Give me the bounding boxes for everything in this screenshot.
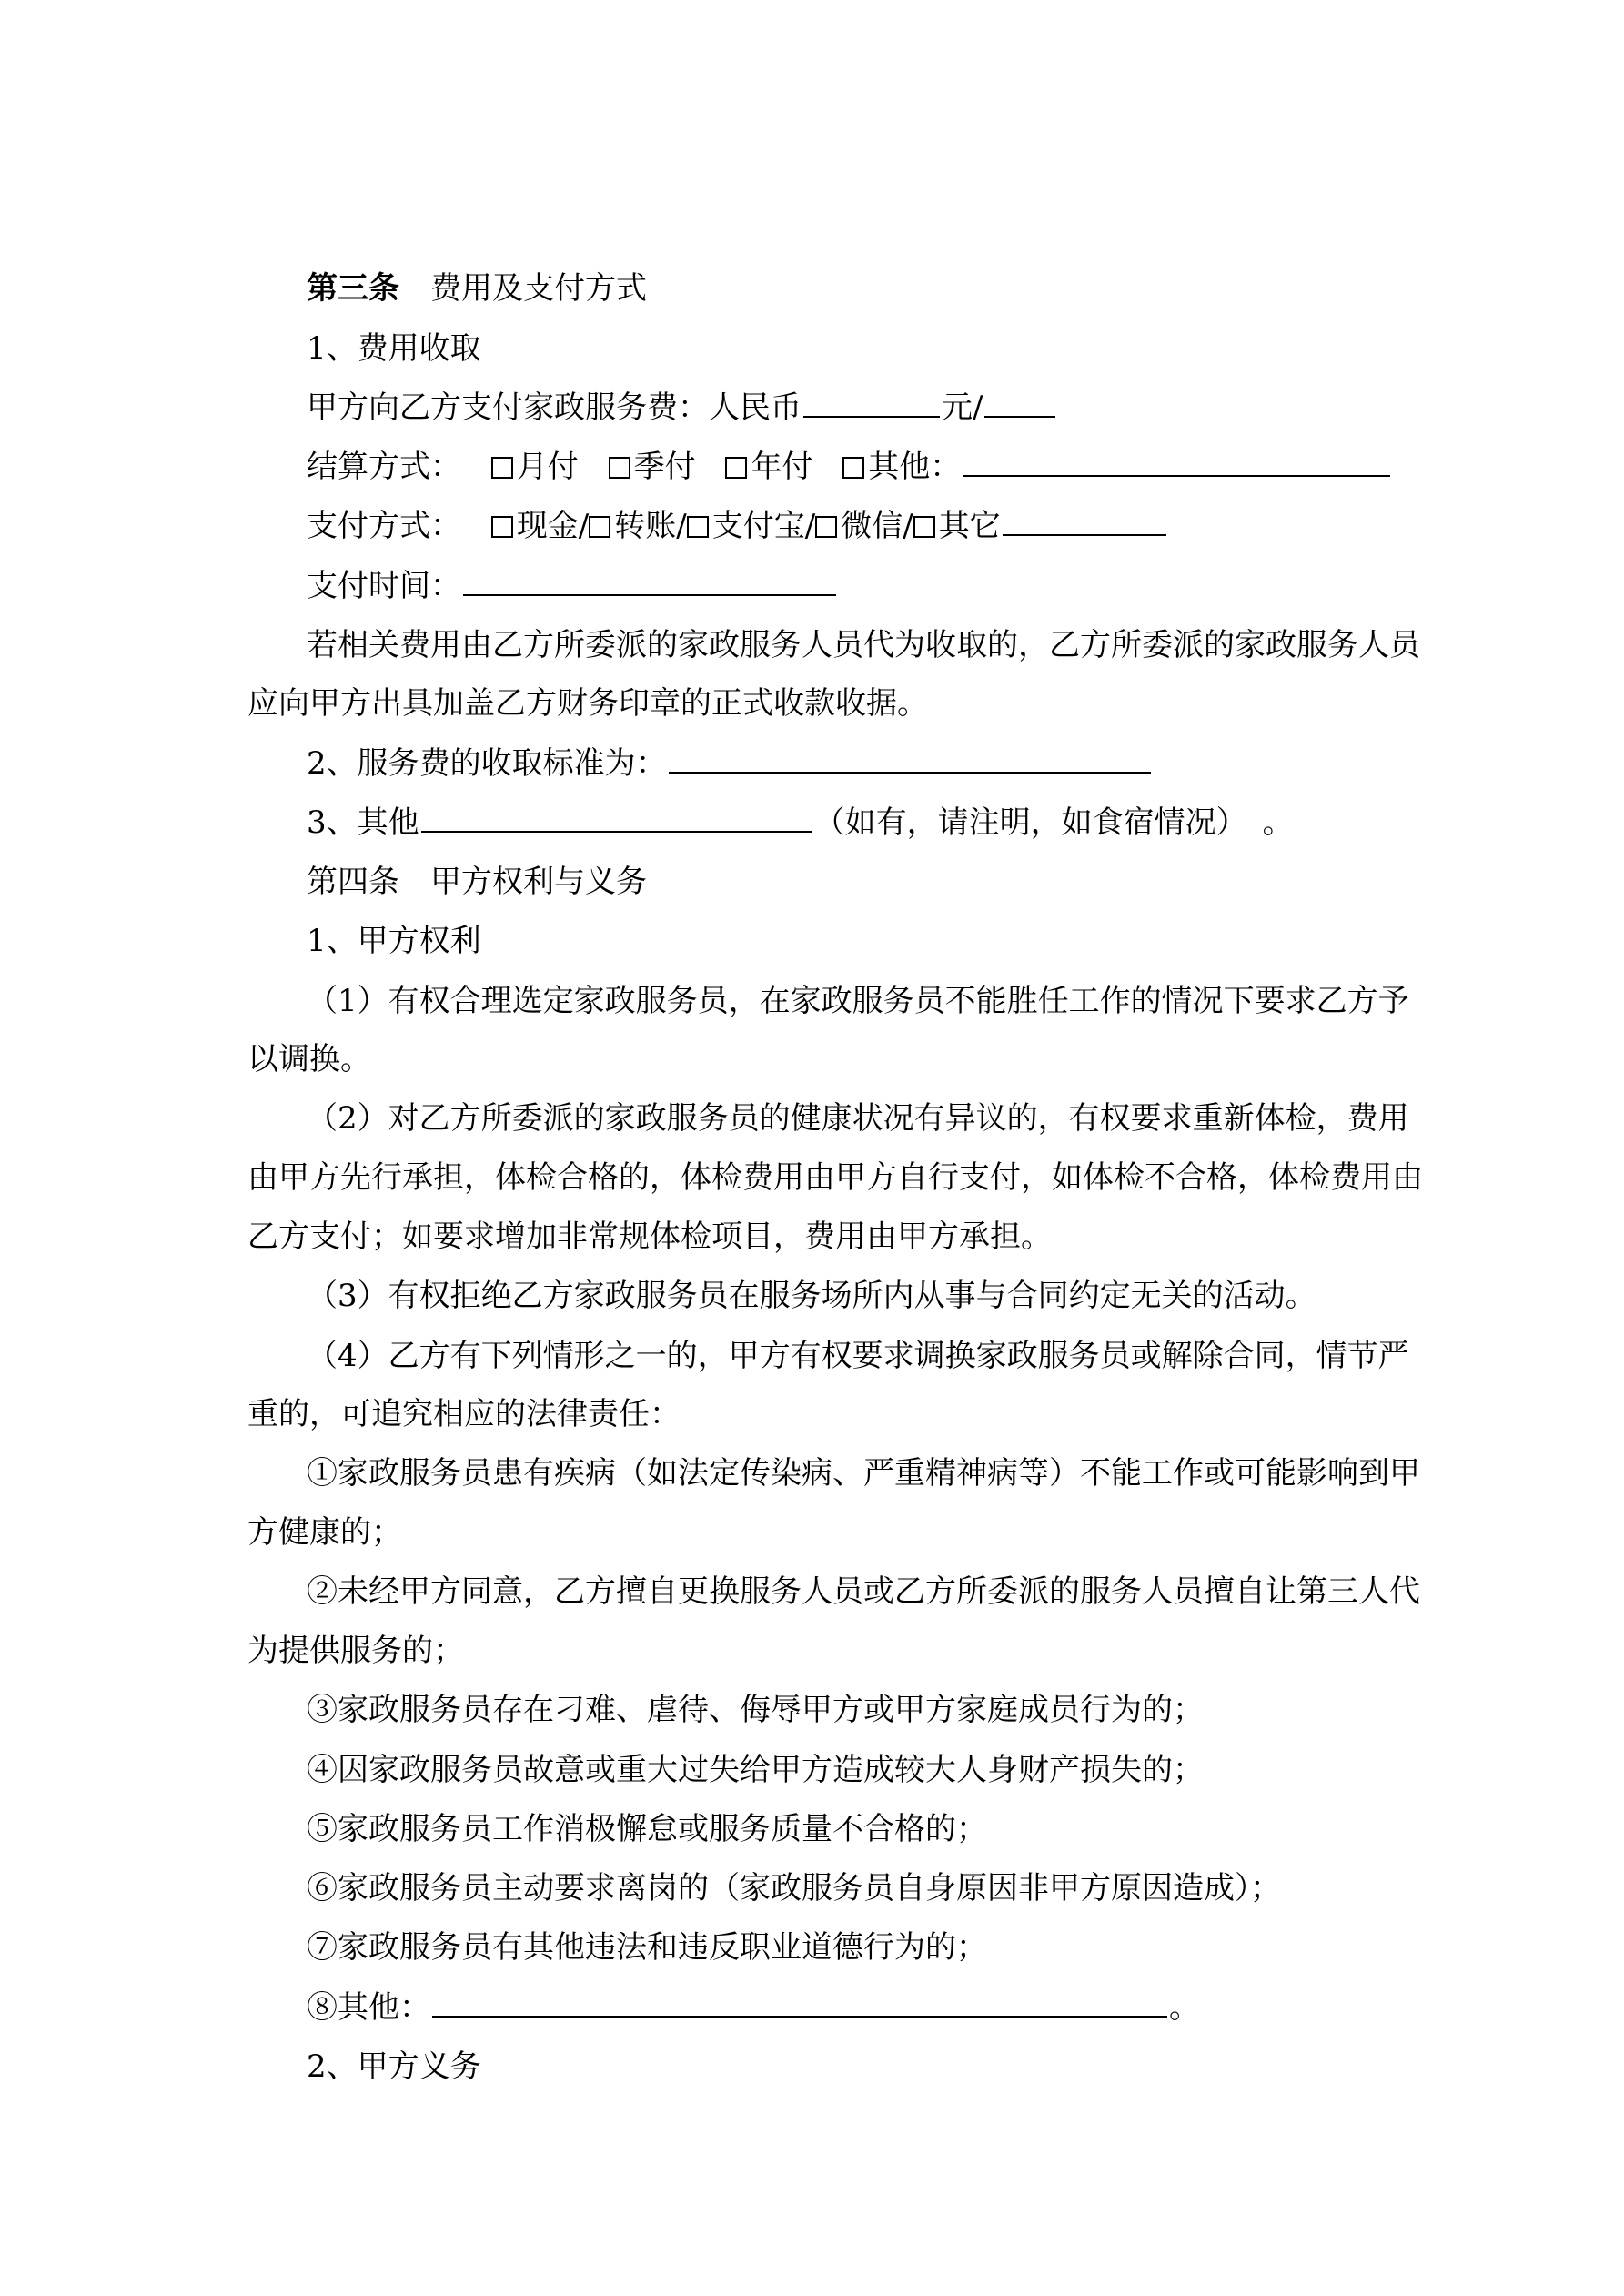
receipt-line-1: 若相关费用由乙方所委派的家政服务人员代为收取的，乙方所委派的家政服务人员 [307,627,1420,663]
fee-amount-blank[interactable] [803,389,940,418]
article3-title: 费用及支付方式 [430,270,647,307]
case-1-line-1: ①家政服务员患有疾病（如法定传染病、严重精神病等）不能工作或可能影响到甲 [307,1455,1420,1492]
payment-transfer[interactable]: 转账/ [589,508,686,544]
article3-heading [307,269,1444,308]
case-7: ⑦家政服务员有其他违法和违反职业道德行为的； [307,1929,987,1966]
settlement-yearly[interactable]: 年付 [725,449,812,485]
checkbox-icon[interactable] [725,457,747,479]
case-2-line-1: ②未经甲方同意，乙方擅自更换服务人员或乙方所委派的服务人员擅自让第三人代 [307,1573,1420,1610]
payment-cash[interactable]: 现金/ [491,508,589,544]
case-3: ③家政服务员存在刁难、虐待、侮辱甲方或甲方家庭成员行为的； [307,1692,1204,1728]
standard-blank[interactable] [669,744,1151,774]
other-line [307,804,1444,842]
payment-time-line [307,567,1444,605]
checkbox-icon[interactable] [842,457,864,479]
settlement-other[interactable]: 其他： [842,449,961,485]
checkbox-icon[interactable] [687,516,709,538]
case-8-end: 。 [1169,1989,1200,2026]
case-4: ④因家政服务员故意或重大过失给甲方造成较大人身财产损失的； [307,1752,1204,1788]
checkbox-icon[interactable] [491,516,513,538]
payment-time-blank[interactable] [463,567,836,596]
fee-period-blank[interactable] [984,389,1055,418]
standard-line [307,744,1444,783]
case-8-blank[interactable] [432,1988,1167,2018]
payment-alipay[interactable]: 支付宝/ [687,508,815,544]
right-1-line-1: （1）有权合理选定家政服务员，在家政服务员不能胜任工作的情况下要求乙方予 [307,983,1409,1019]
right-1-line-2: 以调换。 [247,1041,371,1077]
case-8-label: ⑧其他： [307,1989,430,2026]
fee-text: 甲方向乙方支付家政服务费：人民币 [307,389,802,426]
case-1-line-2: 方健康的； [247,1514,402,1551]
right-2-line-1: （2）对乙方所委派的家政服务员的健康状况有异议的，有权要求重新体检，费用 [307,1100,1409,1137]
settlement-label: 结算方式： [307,449,461,485]
right-4-line-2: 重的，可追究相应的法律责任： [247,1396,681,1432]
other-note: （如有，请注明，如食宿情况） 。 [813,804,1294,841]
duties-heading: 2、甲方义务 [307,2048,481,2085]
fee-line [307,389,1444,427]
settlement-other-blank[interactable] [963,448,1390,477]
payment-wechat[interactable]: 微信/ [815,508,913,544]
checkbox-icon[interactable] [491,457,513,479]
settlement-quarterly[interactable]: 季付 [609,449,696,485]
fee-unit: 元/ [942,389,983,426]
checkbox-icon[interactable] [913,516,935,538]
article3-label: 第三条 [307,270,399,307]
right-2-line-3: 乙方支付；如要求增加非常规体检项目，费用由甲方承担。 [247,1219,1052,1255]
payment-label: 支付方式： [307,508,461,544]
case-5: ⑤家政服务员工作消极懈怠或服务质量不合格的； [307,1811,987,1847]
case-8-line [307,1988,1444,2027]
settlement-monthly[interactable]: 月付 [491,449,579,485]
case-2-line-2: 为提供服务的； [247,1633,464,1669]
checkbox-icon[interactable] [815,516,837,538]
settlement-line [307,448,1444,486]
right-3: （3）有权拒绝乙方家政服务员在服务场所内从事与合同约定无关的活动。 [307,1278,1316,1314]
checkbox-icon[interactable] [609,457,630,479]
payment-other[interactable]: 其它 [913,508,1001,544]
standard-label: 2、服务费的收取标准为： [307,745,667,782]
other-label: 3、其他 [307,804,419,841]
checkbox-icon[interactable] [589,516,610,538]
receipt-line-2: 应向甲方出具加盖乙方财务印章的正式收款收据。 [247,685,928,722]
payment-other-blank[interactable] [1003,507,1166,536]
case-6: ⑥家政服务员主动要求离岗的（家政服务员自身原因非甲方原因造成）； [307,1870,1281,1907]
other-blank[interactable] [421,804,812,833]
payment-line [307,507,1444,545]
rights-heading: 1、甲方权利 [307,923,481,959]
right-4-line-1: （4）乙方有下列情形之一的，甲方有权要求调换家政服务员或解除合同，情节严 [307,1338,1409,1374]
right-2-line-2: 由甲方先行承担，体检合格的，体检费用由甲方自行支付，如体检不合格，体检费用由 [247,1159,1423,1196]
payment-time-label: 支付时间： [307,568,461,604]
article4-heading: 第四条 甲方权利与义务 [307,864,647,900]
fee-heading: 1、费用收取 [307,330,481,367]
